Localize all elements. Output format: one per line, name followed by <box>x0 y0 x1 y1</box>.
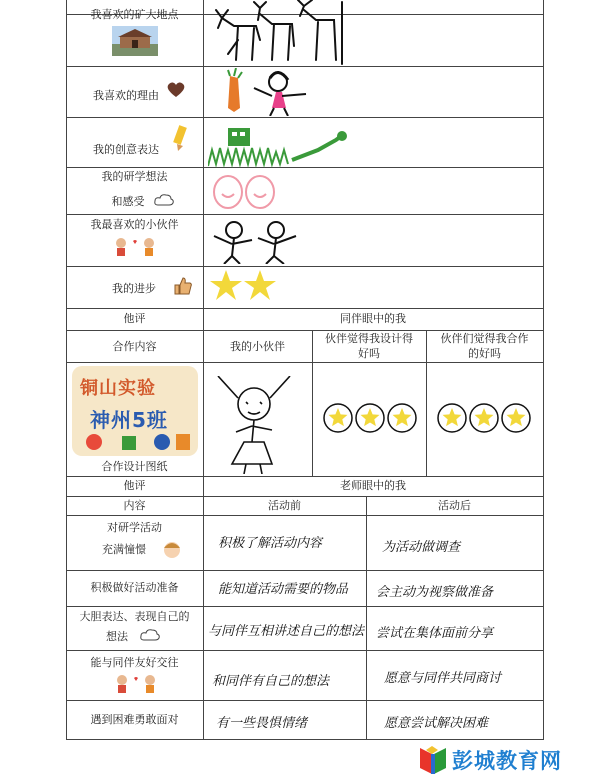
campus-gate-photo <box>112 26 158 56</box>
progress-stars <box>208 268 298 304</box>
design-poster <box>72 366 198 456</box>
col-header-after: 活动后 <box>438 499 471 512</box>
row-divider <box>66 362 544 363</box>
col-header-partner: 我的小伙伴 <box>230 340 285 353</box>
row-divider <box>66 650 544 651</box>
teacher-row-label: 遇到困难勇敢面对 <box>90 713 179 726</box>
teacher-row-label: 积极做好活动准备 <box>90 581 179 594</box>
teacher-eval-title: 老师眼中的我 <box>340 479 406 492</box>
row-label: 和感受 <box>111 195 145 208</box>
star-icon <box>393 408 412 426</box>
after-note: 愿意与同伴共同商讨 <box>384 671 502 686</box>
teacher-row-label: 对研学活动 <box>107 521 162 534</box>
after-note: 会主动为视察做准备 <box>376 585 494 600</box>
design-rating-stars <box>322 400 422 436</box>
row-divider <box>66 308 544 309</box>
row-divider <box>66 700 544 701</box>
girl-face-icon <box>162 538 182 560</box>
row-label: 我最喜欢的小伙伴 <box>90 218 179 231</box>
grass-drawing <box>208 120 358 168</box>
pencil-icon <box>172 124 188 152</box>
after-note: 为活动做调查 <box>382 540 461 555</box>
row-divider <box>66 330 544 331</box>
teacher-row-label: 大胆表达、表现自己的 <box>79 610 190 623</box>
teacher-row-label: 想法 <box>106 630 128 643</box>
col-header-content: 合作内容 <box>112 340 157 353</box>
teacher-row-label: 充满憧憬 <box>102 543 146 556</box>
before-note: 与同伴互相讲述自己的想法 <box>208 624 365 639</box>
watermark-text: 彭城教育网 <box>452 749 562 773</box>
star-icon <box>507 408 526 426</box>
site-watermark <box>418 740 598 782</box>
row-label: 我的进步 <box>112 282 156 295</box>
col-header-design: 伙伴觉得我设计得 <box>325 332 413 345</box>
col-header-cooperation: 伙伴们觉得我合作 <box>440 332 529 345</box>
peer-eval-title: 同伴眼中的我 <box>340 312 406 325</box>
teacher-row-label: 能与同伴友好交往 <box>90 656 179 669</box>
row-divider <box>66 496 544 497</box>
thumbs-up-icon <box>172 276 192 296</box>
poster-subtitle: 神州5班 <box>90 408 168 432</box>
before-note: 有一些畏惧情绪 <box>216 716 308 731</box>
evaluation-sheet <box>66 0 544 740</box>
peer-eval-header: 他评 <box>123 312 146 325</box>
column-divider <box>543 0 544 740</box>
row-divider <box>66 117 544 118</box>
row-label: 我的研学想法 <box>101 170 168 183</box>
partner-drawing <box>216 376 306 474</box>
cloud-icon <box>154 193 174 207</box>
cooperation-rating-stars <box>436 400 536 436</box>
book-logo-icon <box>418 744 448 776</box>
friends-icon <box>114 674 158 694</box>
row-divider <box>66 266 544 267</box>
row-divider <box>66 606 544 607</box>
faces-drawing <box>208 170 288 212</box>
column-divider <box>66 0 67 740</box>
col-header-before: 活动前 <box>268 499 301 512</box>
column-divider <box>366 496 367 739</box>
star-icon <box>443 408 462 426</box>
row-divider <box>66 214 544 215</box>
before-note: 能知道活动需要的物品 <box>218 582 349 597</box>
col-header-design: 好吗 <box>358 347 380 360</box>
heart-icon <box>166 80 186 98</box>
row-divider <box>66 476 544 477</box>
row-label: 我喜欢的理由 <box>93 89 159 102</box>
row-divider <box>66 570 544 571</box>
row-label: 我的创意表达 <box>93 143 159 156</box>
col-header-cooperation: 的好吗 <box>468 347 501 360</box>
after-note: 尝试在集体面前分享 <box>376 626 494 641</box>
before-note: 积极了解活动内容 <box>218 536 323 551</box>
drawing-caption: 合作设计图纸 <box>101 460 168 473</box>
friends-icon <box>113 237 157 257</box>
column-divider <box>203 0 204 740</box>
girl-carrot-drawing <box>216 68 326 116</box>
star-icon <box>361 408 380 426</box>
row-label: 我喜欢的矿大地点 <box>90 8 179 21</box>
reindeer-drawing <box>208 0 343 66</box>
teacher-eval-header: 他评 <box>123 479 146 492</box>
row-divider <box>66 515 544 516</box>
row-divider <box>66 66 544 67</box>
poster-decoration <box>72 430 198 456</box>
after-note: 愿意尝试解决困难 <box>384 716 489 731</box>
cloud-icon <box>140 628 160 642</box>
star-icon <box>329 408 348 426</box>
poster-title: 铜山实验 <box>80 378 156 399</box>
col-header-content: 内容 <box>123 499 146 512</box>
friends-drawing <box>208 216 308 264</box>
before-note: 和同伴有自己的想法 <box>212 674 330 689</box>
star-icon <box>475 408 494 426</box>
